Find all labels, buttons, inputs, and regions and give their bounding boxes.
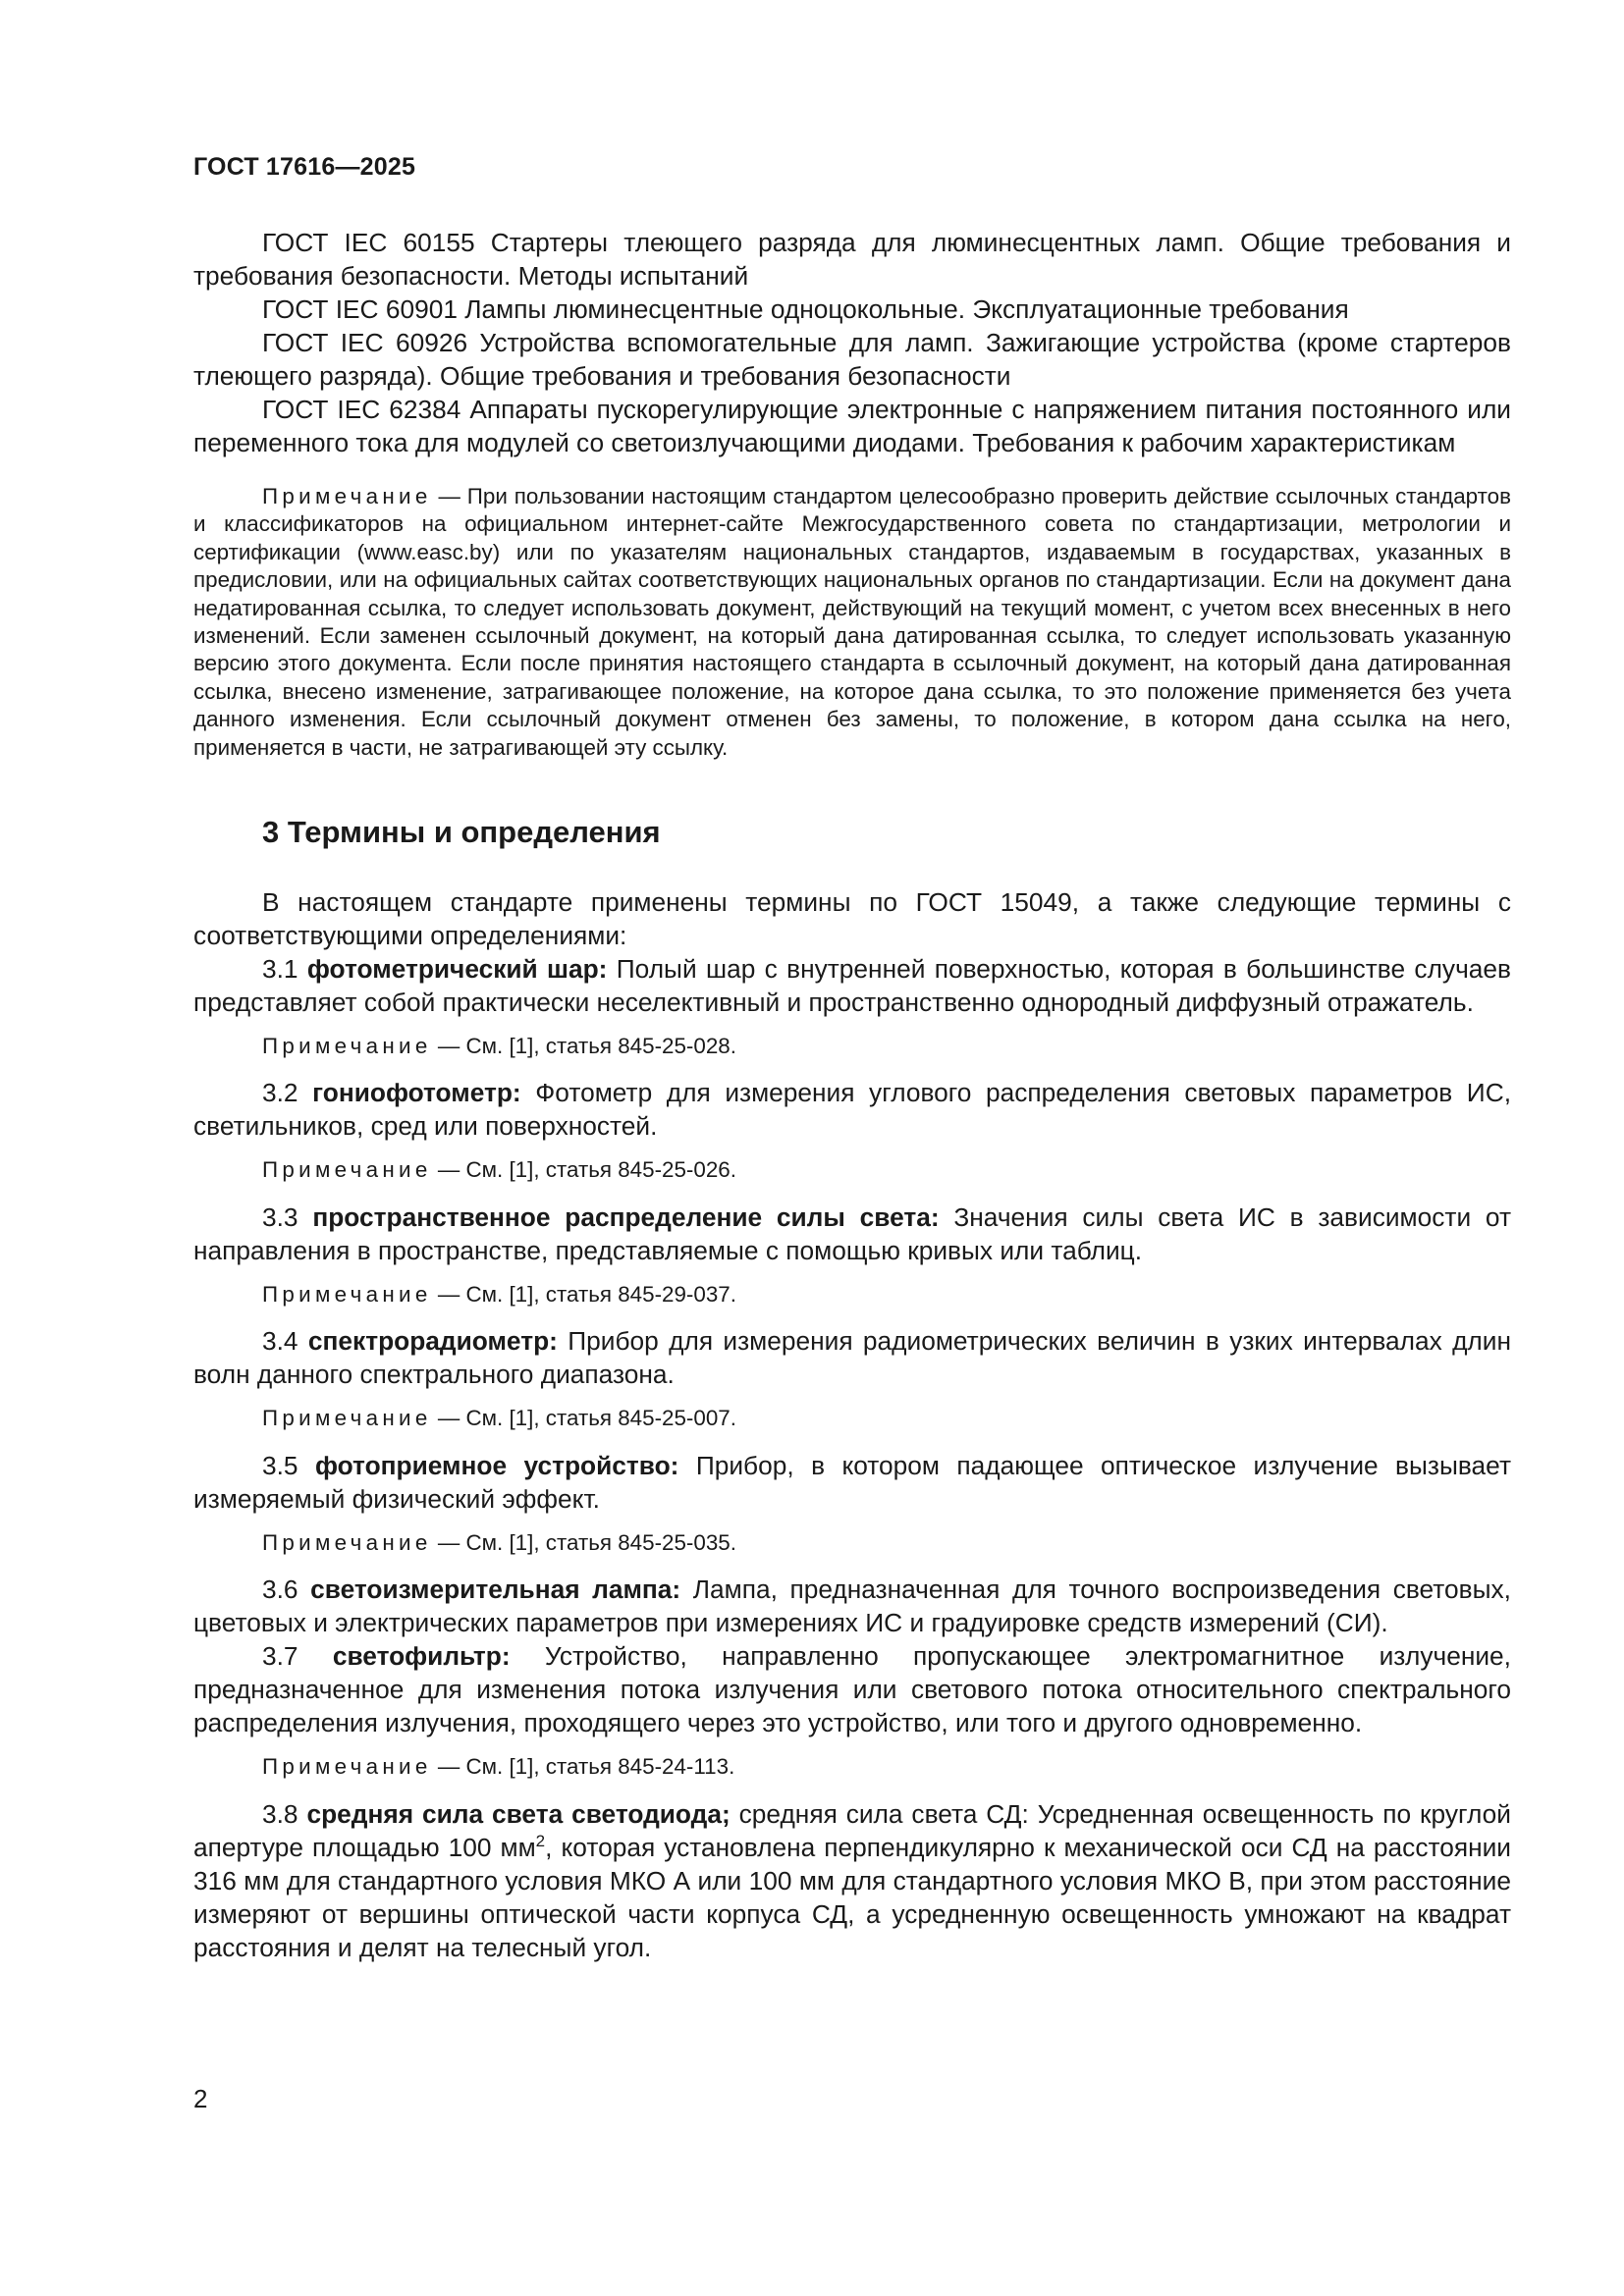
document-code-header: ГОСТ 17616—2025	[193, 153, 416, 181]
term-entry: 3.5 фотоприемное устройство: Прибор, в котором падающее оптическое излучение вызывает измеряемый физический эффект.	[193, 1450, 1511, 1514]
reference-item: ГОСТ IEC 60901 Лампы люминесцентные одноцокольные. Эксплуатационные требования	[262, 294, 1349, 324]
term-name: средняя сила света светодиода;	[306, 1798, 731, 1829]
page-content	[193, 226, 1511, 1964]
term-entry: 3.4 спектрорадиометр: Прибор для измерения радиометрических величин в узких интервалах длин волн данного спектрального диапазона.	[193, 1326, 1511, 1390]
term-name: светоизмерительная лампа:	[310, 1575, 681, 1605]
section-heading: 3 Термины и определения	[262, 815, 661, 850]
term-note: Примечание — См. [1], статья 845-25-028.	[262, 1034, 736, 1059]
term-entry: 3.8 средняя сила света светодиода; средняя сила света СД: Усредненная освещенность по круглой апертуре площадью 100 $мм^2$, которая установлена перпендикулярно к механической оси СД на расстоянии 316 мм для стандартного условия МКО А или 100 мм для стандартного условия МКО В, при этом расстояние измеряют от вершины оптической части корпуса СД, а усредненную освещенность умножают на квадрат расстояния и делят на телесный угол.	[193, 1798, 1511, 1962]
term-note: Примечание — См. [1], статья 845-24-113.	[262, 1754, 735, 1780]
section-intro: В настоящем стандарте применены термины по ГОСТ 15049, а также следующие термины с соответствующими определениями:	[193, 887, 1511, 951]
reference-item: ГОСТ IEC 60155 Стартеры тлеющего разряда для люминесцентных ламп. Общие требования и требования безопасности. Методы испытаний	[193, 228, 1511, 291]
term-name: фотоприемное устройство:	[314, 1450, 679, 1480]
term-name: светофильтр:	[332, 1641, 511, 1672]
term-note: Примечание — См. [1], статья 845-25-035.	[262, 1529, 736, 1555]
term-entry: 3.3 пространственное распределение силы света: Значения силы света ИС в зависимости от направления в пространстве, представляемые с помощью кривых или таблиц.	[193, 1201, 1512, 1265]
term-note: Примечание — См. [1], статья 845-29-037.	[262, 1281, 736, 1307]
term-name: спектрорадиометр:	[307, 1326, 558, 1357]
normative-note	[193, 483, 1511, 762]
term-note: Примечание — См. [1], статья 845-25-007.	[262, 1406, 736, 1431]
term-entry: 3.1 фотометрический шар: Полый шар с внутренней поверхностью, которая в большинстве случаев представляет собой практически неселективный и пространственно однородный диффузный отражатель.	[193, 954, 1511, 1018]
note-label: Примечание	[262, 484, 432, 508]
term-entry: 3.6 светоизмерительная лампа: Лампа, предназначенная для точного воспроизведения световых, цветовых и электрических параметров при измерениях ИС и градуировке средств измерений (СИ).	[193, 1575, 1511, 1638]
note-text: — При пользовании настоящим стандартом целесообразно проверить действие ссылочных стандартов и классификаторов на официальном интернет-сайте Межгосударственного совета по стандартизации, метрологии и сертификации (www.easc.by) или по указателям национальных стандартов, издаваемым в государствах, указанных в предисловии, или на официальных сайтах соответствующих национальных органов по стандартизации. Если на документ дана недатированная ссылка, то следует использовать документ, действующий на текущий момент, с учетом всех внесенных в него изменений. Если заменен ссылочный документ, на который дана датированная ссылка, то следует использовать указанную версию этого документа. Если после принятия настоящего стандарта в ссылочный документ, на который дана датированная ссылка, внесено изменение, затрагивающее положение, на которое дана ссылка, то это положение применяется без учета данного изменения. Если ссылочный документ отменен без замены, то положение, в котором дана ссылка на него, применяется в части, не затрагивающей эту ссылку.	[193, 484, 1511, 760]
term-name: пространственное распределение силы света:	[312, 1201, 940, 1232]
reference-item: ГОСТ IEC 62384 Аппараты пускорегулирующие электронные с напряжением питания постоянного или переменного тока для модулей со светоизлучающими диодами. Требования к рабочим характеристикам	[193, 395, 1511, 457]
term-name: гониофотометр:	[312, 1078, 521, 1108]
term-entry: 3.7 светофильтр: Устройство, направленно пропускающее электромагнитное излучение, предназначенное для изменения потока излучения или светового потока относительного спектрального распределения излучения, проходящего через это устройство, или того и другого одновременно.	[193, 1641, 1511, 1738]
term-entry: 3.2 гониофотометр: Фотометр для измерения углового распределения световых параметров ИС, светильников, сред или поверхностей.	[193, 1078, 1511, 1142]
reference-item: ГОСТ IEC 60926 Устройства вспомогательные для ламп. Зажигающие устройства (кроме стартеров тлеющего разряда). Общие требования и требования безопасности	[193, 328, 1511, 391]
page-number: 2	[193, 2084, 208, 2113]
term-name: фотометрический шар:	[306, 954, 608, 985]
term-note: Примечание — См. [1], статья 845-25-026.	[262, 1157, 736, 1183]
